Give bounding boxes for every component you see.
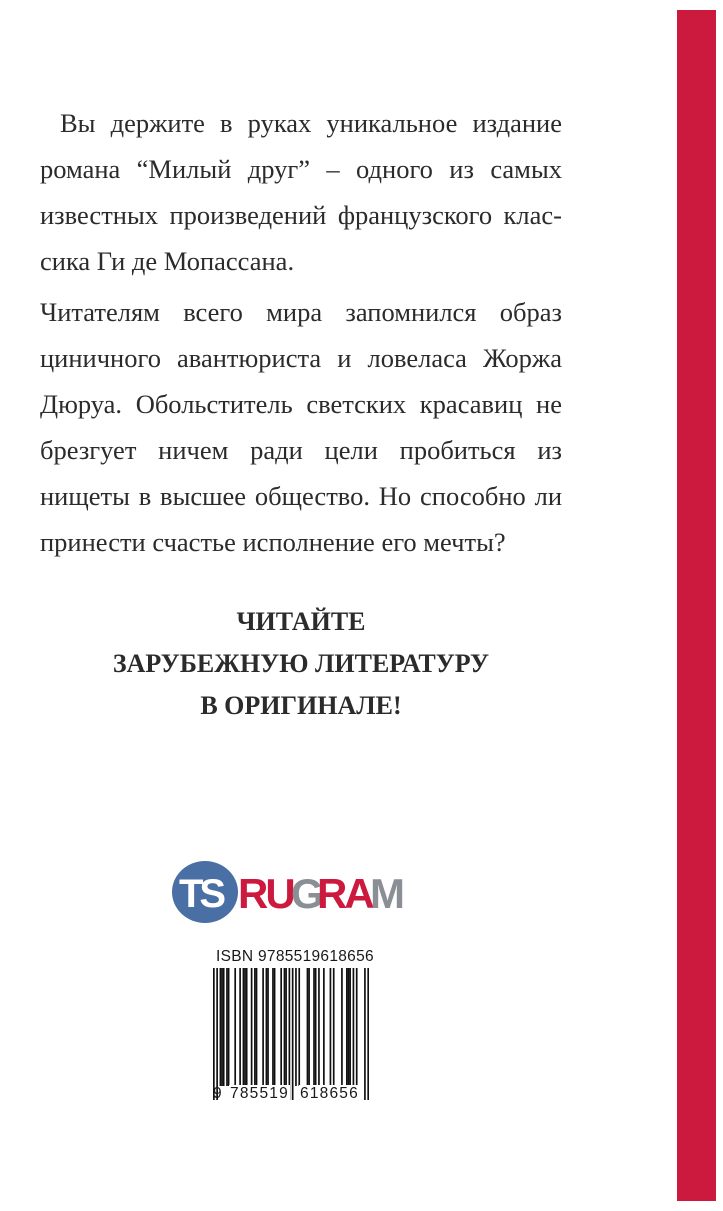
barcode-bar [223,968,225,1086]
barcode-bar [267,968,269,1086]
slogan [40,601,562,727]
book-blurb [40,100,562,565]
barcode-bar [285,968,287,1086]
svg-text:M: M [370,870,402,917]
barcode-bar [284,968,286,1086]
barcode-lead-digit: 9 [213,1085,222,1102]
barcode-bar [353,968,355,1086]
barcode-bar [220,968,222,1086]
barcode-bar [341,968,343,1086]
rugram-logo-icon [165,852,415,932]
svg-text:RA: RA [317,870,372,917]
barcode-bar [348,968,350,1086]
barcode-bar [254,968,256,1086]
blurb-paragraph-1: Вы держите в руках уникальное издание романа “Милый друг” – одного из самых известных произведений французского клас-сика Ги де Мопассана. [40,108,562,276]
barcode-bar [266,968,268,1086]
red-spine-stripe [677,10,716,1201]
barcode-bar [244,968,246,1086]
barcode-bar [367,968,369,1100]
barcode-bar [246,968,248,1086]
barcode-bar [356,968,358,1086]
barcode-bar [307,968,309,1086]
barcode-bar [213,968,215,1100]
barcode-bar [274,968,276,1086]
slogan-line-2: ЗАРУБЕЖНУЮ ЛИТЕРАТУРУ [112,649,490,678]
isbn-label: ISBN 9785519618656 [216,948,374,965]
barcode-bar [313,968,315,1086]
barcode-bar [221,968,223,1086]
barcode-bar [216,968,218,1100]
blurb-paragraph-2: Читателям всего мира запомнился образ циничного авантюриста и ловеласа Жоржа Дюруа. Обольститель светских красавиц не брезгует ничем ради цели пробиться из нищеты в высшее общество. Но способно ли принести счастье исполнение его мечты? [40,297,562,557]
barcode-bar [251,968,253,1086]
slogan-line-3: В ОРИГИНАЛЕ! [200,691,402,720]
publisher-logo [165,852,415,932]
barcode-bar [243,968,245,1086]
barcode-bar [295,968,297,1086]
barcode-bar [280,968,282,1086]
svg-text:G: G [291,870,321,917]
barcode-bar [289,968,291,1100]
barcode-bar [318,968,320,1086]
barcode-bar [228,968,230,1086]
barcode-bar [330,968,332,1086]
svg-text:RU: RU [238,870,293,917]
barcode-bar [239,968,241,1086]
barcode-bar [234,968,236,1086]
barcode-bar [298,968,300,1086]
slogan-line-1: ЧИТАЙТЕ [236,607,366,636]
barcode-bar [256,968,258,1086]
barcode-digit-group-1: 785519 [230,1085,289,1102]
barcode-bar [323,968,325,1086]
barcode-bar [272,968,274,1086]
barcode-bar [333,968,335,1086]
barcode-digit-group-2: 618656 [300,1085,359,1102]
barcode-bar [308,968,310,1086]
barcode-bar [349,968,351,1086]
svg-text:TS: TS [179,872,223,916]
barcode-bar [292,968,294,1100]
barcode-bar [364,968,366,1100]
barcode-bar [226,968,228,1086]
barcode-bar [346,968,348,1086]
barcode-bar [315,968,317,1086]
barcode-bar [262,968,264,1086]
